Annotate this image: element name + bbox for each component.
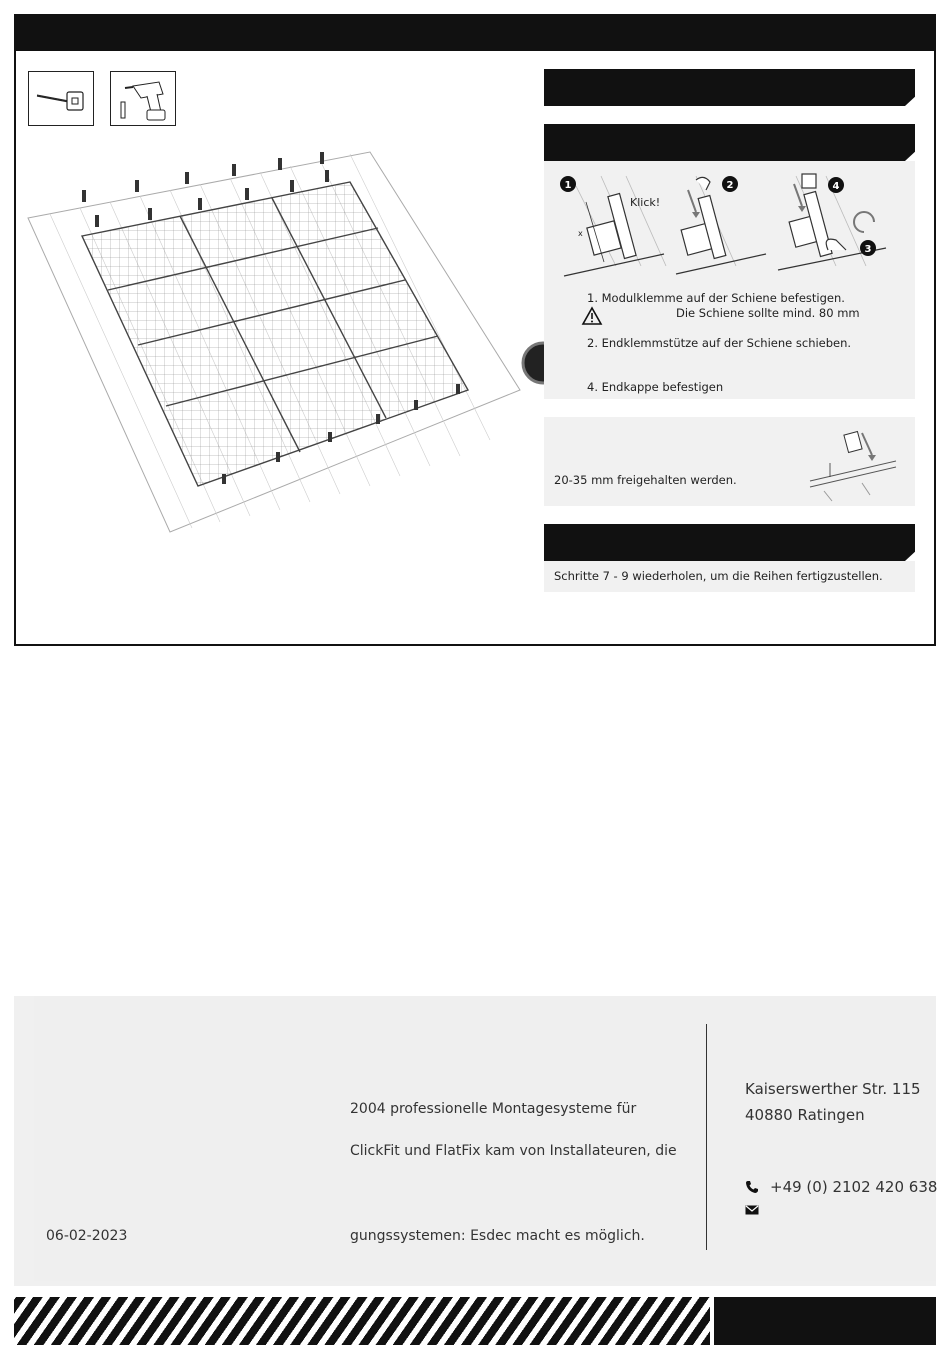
step-2-text: 2. Endklemmstütze auf der Schiene schieben.: [587, 336, 852, 350]
roof-panel-illustration: [20, 140, 530, 540]
section-header-bar-2: [544, 124, 915, 161]
step-number-4: 4: [832, 181, 840, 192]
footer-divider: [706, 1024, 707, 1250]
footer-street: Kaiserswerther Str. 115: [745, 1080, 921, 1098]
mail-icon[interactable]: [745, 1204, 759, 1216]
footer-about-line-1: 2004 professionelle Montagesysteme für: [350, 1101, 637, 1117]
step-number-1: 1: [564, 180, 572, 191]
x-dimension-label: x: [578, 229, 583, 238]
footer-stripe-band: [14, 1297, 710, 1345]
tape-measure-icon: [29, 72, 93, 125]
footer-phone[interactable]: +49 (0) 2102 420 638: [770, 1178, 938, 1196]
gap-detail-illustration: [806, 425, 906, 503]
step-1-text: 1. Modulklemme auf der Schiene befestigen.: [587, 291, 845, 305]
footer-city: 40880 Ratingen: [745, 1106, 865, 1124]
note-text: 20-35 mm freigehalten werden.: [554, 473, 737, 487]
footer-date: 06-02-2023: [46, 1228, 128, 1244]
footer-black-box: [714, 1297, 936, 1345]
phone-icon: [745, 1180, 759, 1194]
warning-icon: [581, 306, 603, 326]
section-header-bar-1: [544, 69, 915, 106]
repeat-text: Schritte 7 - 9 wiederholen, um die Reihen fertigzustellen.: [554, 569, 883, 583]
tool-box-tape: [28, 71, 94, 126]
footer-about-line-2: ClickFit und FlatFix kam von Installateuren, die: [350, 1143, 677, 1159]
step-number-2: 2: [726, 180, 734, 191]
step-4-text: 4. Endkappe befestigen: [587, 380, 724, 394]
clamp-steps-illustration: [556, 166, 906, 278]
drill-icon: [111, 72, 175, 125]
tool-box-drill: [110, 71, 176, 126]
top-bar: [14, 14, 936, 51]
step-1-note-text: Die Schiene sollte mind. 80 mm: [676, 306, 860, 320]
footer-about-line-3: gungssystemen: Esdec macht es möglich.: [350, 1228, 645, 1244]
section-header-bar-3: [544, 524, 915, 561]
step-number-3: 3: [864, 244, 872, 255]
klick-label: Klick!: [630, 196, 661, 209]
